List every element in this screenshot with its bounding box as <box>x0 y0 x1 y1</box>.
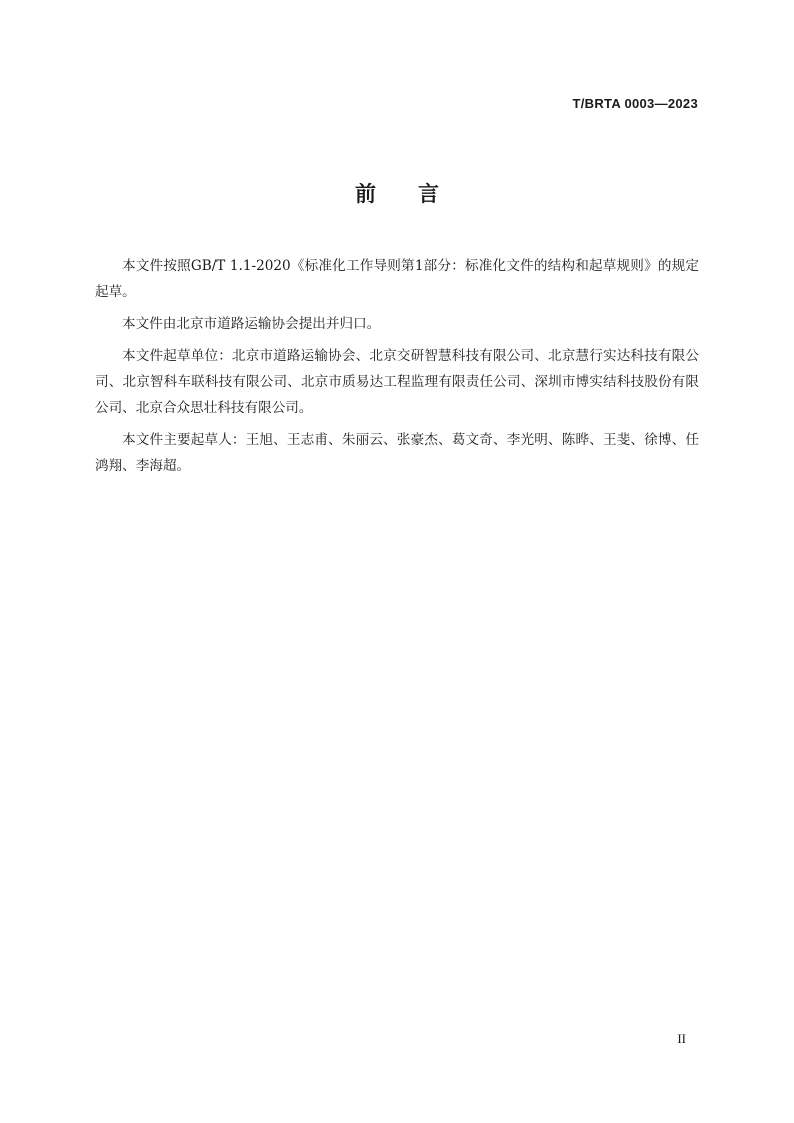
document-id: T/BRTA 0003—2023 <box>572 96 698 111</box>
paragraph-drafters: 本文件主要起草人：王旭、王志甫、朱丽云、张豪杰、葛文奇、李光明、陈晔、王斐、徐博、任鸿翔、李海超。 <box>95 432 699 474</box>
title-char-1: 前 <box>355 182 376 206</box>
paragraph-drafting-rules: 本文件按照GB/T 1.1-2020《标准化工作导则第1部分：标准化文件的结构和起草规则》的规定起草。 <box>95 258 699 300</box>
paragraph-proposer: 本文件由北京市道路运输协会提出并归口。 <box>122 316 381 332</box>
paragraph-drafting-units: 本文件起草单位：北京市道路运输协会、北京交研智慧科技有限公司、北京慧行实达科技有限公司、北京智科车联科技有限公司、北京市质易达工程监理有限责任公司、深圳市博实结科技股份有限公司、北京合众思壮科技有限公司。 <box>95 348 699 416</box>
page-title <box>0 178 794 208</box>
title-char-2: 言 <box>418 182 439 206</box>
page-number: II <box>677 1031 686 1046</box>
foreword-body <box>95 253 699 485</box>
